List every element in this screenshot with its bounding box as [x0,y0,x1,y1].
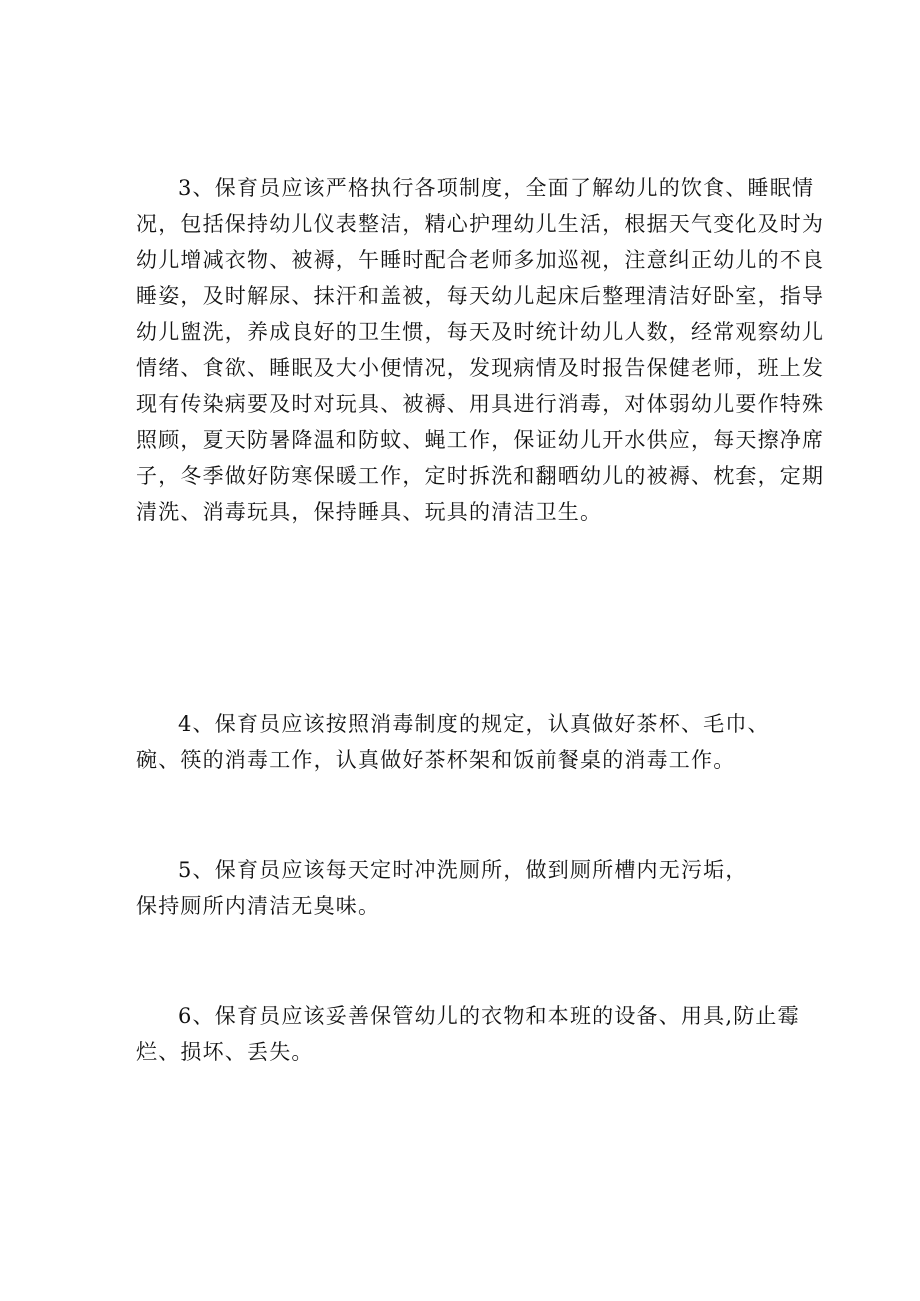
paragraph-line: 6、保育员应该妥善保管幼儿的衣物和本班的设备、用具,防止霉 [178,1004,800,1028]
paragraph-line: 睡姿，及时解尿、抹汗和盖被，每天幼儿起床后整理清洁好卧室，指导 [136,284,825,308]
paragraph-6 [136,998,800,1070]
paragraph-line: 情绪、食欲、睡眠及大小便情况，发现病情及时报告保健老师，班上发 [136,356,825,380]
paragraph-3 [136,170,824,530]
paragraph-line: 烂、损坏、丢失。 [136,1040,314,1064]
paragraph-line: 保持厕所内清洁无臭味。 [136,894,381,918]
paragraph-line: 幼儿盥洗，养成良好的卫生惯，每天及时统计幼儿人数，经常观察幼儿 [136,320,825,344]
paragraph-line: 幼儿增减衣物、被褥，午睡时配合老师多加巡视，注意纠正幼儿的不良 [136,248,825,272]
paragraph-line: 3、保育员应该严格执行各项制度，全面了解幼儿的饮食、睡眠情 [178,176,815,200]
paragraph-line: 子，冬季做好防寒保暖工作，定时拆洗和翻晒幼儿的被褥、枕套，定期 [136,464,825,488]
paragraph-line: 清洗、消毒玩具，保持睡具、玩具的清洁卫生。 [136,500,603,524]
paragraph-line: 照顾，夏天防暑降温和防蚊、蝇工作，保证幼儿开水供应，每天擦净席 [136,428,825,452]
paragraph-line: 况，包括保持幼儿仪表整洁，精心护理幼儿生活，根据天气变化及时为 [136,212,825,236]
paragraph-line: 碗、筷的消毒工作，认真做好茶杯架和饭前餐桌的消毒工作。 [136,748,736,772]
paragraph-4 [136,706,770,778]
paragraph-line: 现有传染病要及时对玩具、被褥、用具进行消毒，对体弱幼儿要作特殊 [136,392,825,416]
paragraph-5 [136,852,748,924]
paragraph-line: 5、保育员应该每天定时冲洗厕所，做到厕所槽内无污垢， [178,858,748,882]
paragraph-line: 4、保育员应该按照消毒制度的规定，认真做好茶杯、毛巾、 [178,712,770,736]
